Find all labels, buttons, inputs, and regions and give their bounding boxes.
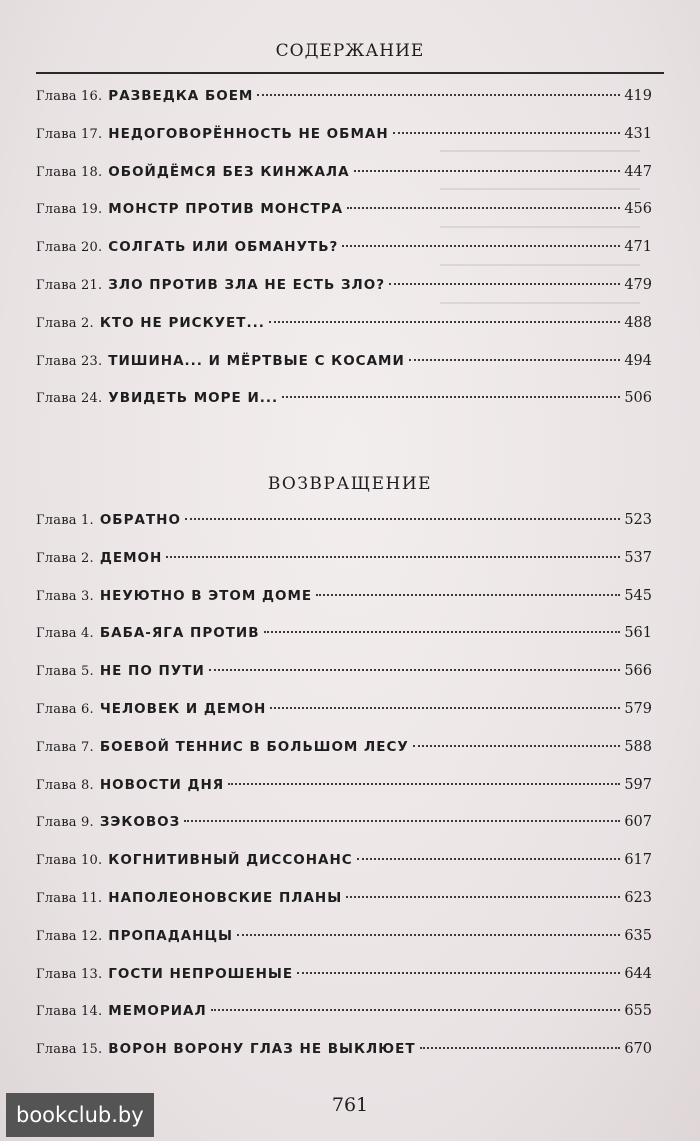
toc-page-number: 523 [624, 512, 652, 528]
toc-page-number: 479 [624, 276, 652, 293]
toc-chapter-number: Глава 18. [36, 164, 103, 180]
toc-dot-leader [185, 518, 620, 520]
toc-dot-leader [228, 783, 620, 785]
toc-chapter-number: Глава 1. [36, 513, 94, 528]
toc-dot-leader [270, 707, 620, 709]
toc-dot-leader [413, 745, 621, 747]
toc-page-number: 670 [624, 1041, 652, 1058]
toc-dot-leader [389, 283, 620, 285]
toc-chapter-number: Глава 23. [36, 353, 103, 369]
toc-chapter-title: НЕУЮТНО В ЭТОМ ДОМЕ [99, 587, 313, 604]
toc-entry [36, 1003, 652, 1041]
toc-chapter-number: Глава 11. [36, 890, 103, 906]
toc-chapter-title: ЗЭКОВОЗ [99, 814, 181, 831]
toc-dot-leader [393, 132, 621, 134]
toc-chapter-number: Глава 5. [36, 664, 94, 680]
toc-chapter-title: ЗЛО ПРОТИВ ЗЛА НЕ ЕСТЬ ЗЛО? [108, 276, 386, 293]
toc-list-part1 [36, 88, 652, 428]
toc-chapter-title: КОГНИТИВНЫЙ ДИССОНАНС [108, 852, 353, 869]
toc-chapter-title: НЕ ПО ПУТИ [99, 663, 205, 680]
toc-chapter-number: Глава 9. [36, 815, 94, 831]
running-head: СОДЕРЖАНИЕ [275, 41, 425, 61]
toc-dot-leader [184, 820, 620, 822]
toc-page-number: 644 [624, 965, 652, 982]
toc-page-number: 617 [624, 852, 652, 869]
toc-entry [36, 588, 652, 626]
toc-chapter-number: Глава 19. [36, 202, 103, 218]
toc-entry [36, 390, 652, 428]
page-number: 761 [331, 1094, 369, 1116]
toc-entry [36, 201, 652, 239]
toc-page-number: 471 [624, 239, 652, 256]
toc-entry [36, 852, 652, 890]
toc-chapter-title: НАПОЛЕОНОВСКИЕ ПЛАНЫ [108, 889, 343, 906]
toc-chapter-number: Глава 2. [36, 315, 94, 331]
toc-page-number: 447 [624, 163, 652, 180]
toc-entry [36, 890, 652, 928]
toc-page-number: 456 [624, 201, 652, 218]
toc-page-number: 579 [624, 700, 652, 717]
toc-entry [36, 928, 652, 966]
toc-entry [36, 550, 652, 588]
toc-chapter-number: Глава 12. [36, 928, 103, 944]
toc-page-number: 506 [624, 390, 652, 407]
toc-chapter-number: Глава 13. [36, 966, 103, 982]
toc-dot-leader [237, 934, 620, 936]
toc-dot-leader [357, 858, 621, 860]
toc-chapter-title: ЧЕЛОВЕК И ДЕМОН [99, 700, 267, 717]
toc-page-number: 566 [624, 663, 652, 680]
toc-dot-leader [316, 594, 620, 596]
toc-page-number: 561 [624, 625, 652, 642]
toc-chapter-title: ОБОЙДЁМСЯ БЕЗ КИНЖАЛА [108, 163, 350, 180]
toc-chapter-title: МОНСТР ПРОТИВ МОНСТРА [108, 201, 344, 218]
toc-entry [36, 512, 652, 550]
toc-dot-leader [347, 207, 620, 209]
toc-chapter-number: Глава 10. [36, 853, 103, 869]
toc-dot-leader [166, 556, 620, 558]
toc-dot-leader [297, 972, 620, 974]
toc-chapter-number: Глава 17. [36, 126, 103, 142]
toc-entry [36, 814, 652, 852]
toc-dot-leader [257, 94, 620, 96]
toc-chapter-number: Глава 3. [36, 588, 94, 604]
toc-entry [36, 88, 652, 126]
toc-page-number: 655 [624, 1003, 652, 1020]
toc-entry [36, 663, 652, 701]
toc-chapter-title: НОВОСТИ ДНЯ [99, 776, 225, 793]
toc-entry [36, 701, 652, 739]
toc-chapter-number: Глава 24. [36, 391, 103, 407]
toc-chapter-number: Глава 15. [36, 1042, 103, 1058]
toc-entry [36, 315, 652, 353]
toc-chapter-title: УВИДЕТЬ МОРЕ И... [108, 390, 279, 407]
toc-chapter-title: СОЛГАТЬ ИЛИ ОБМАНУТЬ? [108, 239, 339, 256]
toc-entry [36, 353, 652, 391]
header-rule [36, 72, 664, 74]
toc-page-number: 494 [624, 352, 652, 369]
toc-chapter-title: ПРОПАДАНЦЫ [108, 927, 233, 944]
toc-chapter-title: НЕДОГОВОРЁННОСТЬ НЕ ОБМАН [108, 125, 389, 142]
toc-page-number: 488 [624, 314, 652, 331]
toc-chapter-title: БАБА-ЯГА ПРОТИВ [99, 625, 260, 642]
toc-entry [36, 1041, 652, 1079]
toc-entry [36, 126, 652, 164]
toc-chapter-title: БОЕВОЙ ТЕННИС В БОЛЬШОМ ЛЕСУ [99, 738, 409, 755]
toc-chapter-title: ОБРАТНО [99, 512, 181, 528]
toc-entry [36, 277, 652, 315]
toc-chapter-number: Глава 14. [36, 1004, 103, 1020]
toc-entry [36, 966, 652, 1004]
toc-chapter-number: Глава 7. [36, 739, 94, 755]
toc-chapter-number: Глава 2. [36, 550, 94, 566]
toc-chapter-title: ДЕМОН [99, 549, 163, 566]
toc-page-number: 588 [624, 738, 652, 755]
toc-dot-leader [209, 669, 621, 671]
toc-chapter-number: Глава 8. [36, 777, 94, 793]
toc-dot-leader [264, 631, 621, 633]
toc-dot-leader [346, 896, 620, 898]
toc-chapter-number: Глава 4. [36, 626, 94, 642]
toc-entry [36, 625, 652, 663]
toc-page-number: 431 [624, 125, 652, 142]
toc-dot-leader [409, 359, 621, 361]
toc-dot-leader [354, 170, 621, 172]
toc-chapter-title: РАЗВЕДКА БОЕМ [108, 88, 254, 104]
toc-chapter-number: Глава 21. [36, 277, 103, 293]
toc-chapter-title: КТО НЕ РИСКУЕТ... [99, 314, 265, 331]
toc-chapter-number: Глава 6. [36, 701, 94, 717]
toc-dot-leader [282, 396, 620, 398]
toc-page-number: 597 [624, 776, 652, 793]
toc-chapter-title: ГОСТИ НЕПРОШЕНЫЕ [108, 965, 294, 982]
toc-entry [36, 164, 652, 202]
toc-entry [36, 239, 652, 277]
toc-entry [36, 739, 652, 777]
section-title: ВОЗВРАЩЕНИЕ [267, 474, 433, 494]
toc-page-number: 635 [624, 927, 652, 944]
watermark: bookclub.by [6, 1093, 154, 1137]
toc-entry [36, 777, 652, 815]
toc-dot-leader [269, 321, 620, 323]
toc-dot-leader [420, 1047, 621, 1049]
toc-page-number: 537 [624, 549, 652, 566]
toc-chapter-title: ТИШИНА... И МЁРТВЫЕ С КОСАМИ [108, 352, 405, 369]
toc-page-number: 623 [624, 889, 652, 906]
toc-dot-leader [211, 1009, 621, 1011]
toc-list-part2 [36, 512, 652, 1079]
toc-chapter-title: МЕМОРИАЛ [108, 1003, 207, 1020]
toc-chapter-number: Глава 16. [36, 89, 103, 104]
toc-page-number: 545 [624, 587, 652, 604]
toc-page-number: 419 [624, 88, 652, 104]
toc-dot-leader [342, 245, 620, 247]
toc-chapter-title: ВОРОН ВОРОНУ ГЛАЗ НЕ ВЫКЛЮЕТ [108, 1041, 416, 1058]
toc-page-number: 607 [624, 814, 652, 831]
toc-chapter-number: Глава 20. [36, 240, 103, 256]
